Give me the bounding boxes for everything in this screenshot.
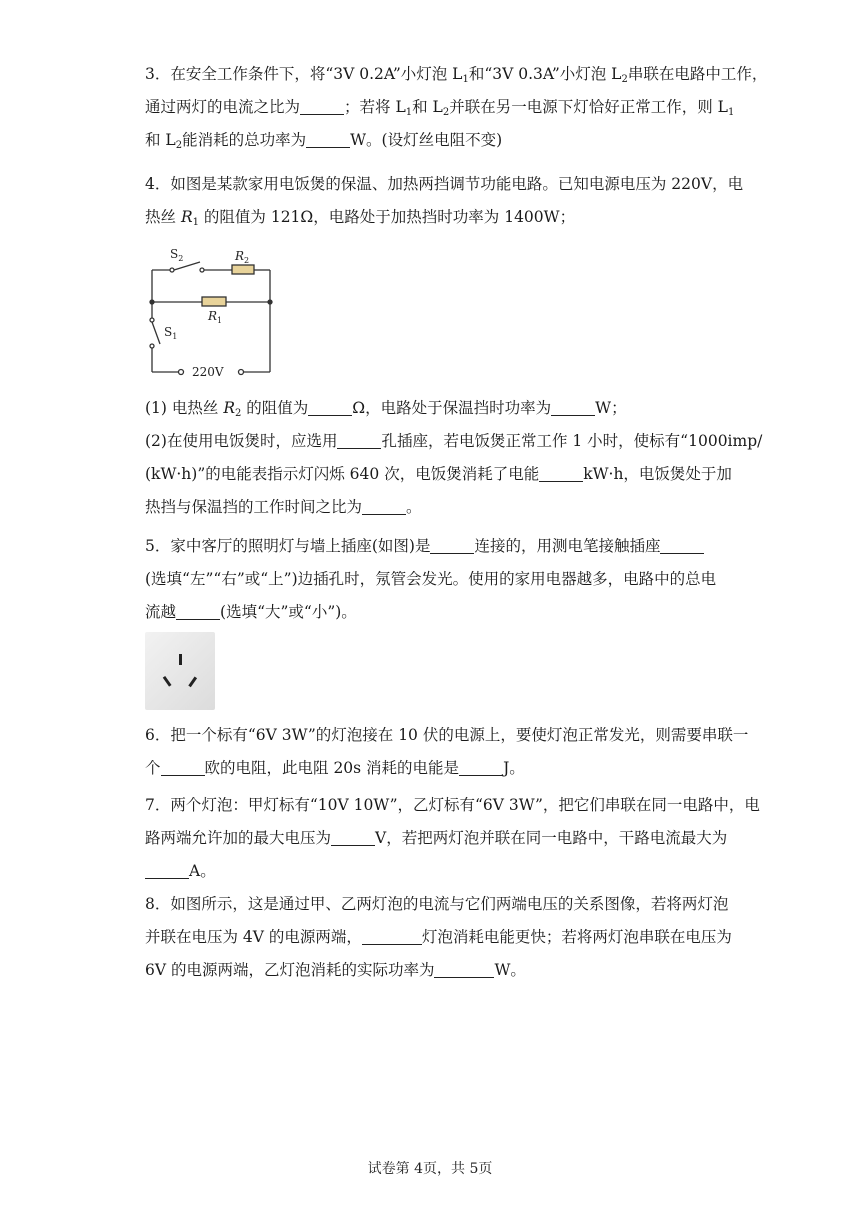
answer-blank[interactable] <box>660 535 704 554</box>
question-8: 8．如图所示，这是通过甲、乙两灯泡的电流与它们两端电压的关系图像，若将两灯泡 并联在电压为 4V 的电源两端， 灯泡消耗电能更快；若将两灯泡串联在电压为 6V 的电源两端，乙灯泡消耗的实际功率为 W。 <box>145 895 732 979</box>
answer-blank[interactable] <box>176 601 220 620</box>
label-voltage: 220V <box>192 365 224 379</box>
q3-text: 3．在安全工作条件下，将“3V 0.2A”小灯泡 L <box>145 65 463 83</box>
answer-blank[interactable] <box>459 757 503 776</box>
answer-blank[interactable] <box>161 757 205 776</box>
question-7: 7．两个灯泡：甲灯标有“10V 10W”，乙灯标有“6V 3W”，把它们串联在同一电路中，电 路两端允许加的最大电压为 V，若把两灯泡并联在同一电路中，干路电流最大为 A。 <box>145 796 760 880</box>
question-5: 5．家中客厅的照明灯与墙上插座(如图)是 连接的，用测电笔接触插座 (选填“左”“右”或“上”)边插孔时，氖管会发光。使用的家用电器越多，电路中的总电 流越 (选填“大”或“小”)。 <box>145 537 717 621</box>
question-6: 6．把一个标有“6V 3W”的灯泡接在 10 伏的电源上，要使灯泡正常发光，则需要串联一 个 欧的电阻，此电阻 20s 消耗的电能是 J。 <box>145 726 749 777</box>
circuit-diagram <box>140 240 280 382</box>
answer-blank[interactable] <box>551 397 595 416</box>
answer-blank[interactable] <box>430 535 474 554</box>
answer-blank[interactable] <box>434 959 494 978</box>
answer-blank[interactable] <box>331 827 375 846</box>
question-4-parts: (1) 电热丝 $R_2$ 的阻值为 Ω，电路处于保温挡时功率为 W； (2)在使用电饭煲时，应选用 孔插座，若电饭煲正常工作 1 小时，使标有“1000imp/ (kW·h)”的电能表指示灯闪烁 640 次，电饭煲消耗了电能 kW·h，电饭煲处于加 热挡与保温挡的工作时间之比为 。 <box>145 399 763 516</box>
answer-blank[interactable] <box>308 397 352 416</box>
page-footer: 试卷第 4页，共 5页 <box>367 1161 493 1177</box>
question-4: 4．如图是某款家用电饭煲的保温、加热两挡调节功能电路。已知电源电压为 220V，电 热丝 $R_1$ 的阻值为 121Ω，电路处于加热挡时功率为 1400W； <box>145 175 744 228</box>
socket-holes-icon <box>145 632 215 710</box>
label-r2: $R_2$ <box>235 249 250 265</box>
resistor-r1 <box>202 297 226 306</box>
wall-socket-image <box>145 632 215 710</box>
resistor-r2 <box>232 265 254 274</box>
answer-blank[interactable] <box>362 926 422 945</box>
label-r1: $R_1$ <box>208 309 223 325</box>
answer-blank[interactable] <box>362 496 406 515</box>
label-s1: $S_1$ <box>164 325 178 341</box>
answer-blank[interactable] <box>337 430 381 449</box>
answer-blank[interactable] <box>539 463 583 482</box>
answer-blank[interactable] <box>300 96 344 115</box>
switch-s2 <box>174 262 200 270</box>
answer-blank[interactable] <box>145 860 189 879</box>
question-3: 3．在安全工作条件下，将“3V 0.2A”小灯泡 $L_1$和“3V 0.3A”小灯泡 $L_2$串联在电路中工作， 通过两灯的电流之比为 ；若将 $L_1$和 $L_2$并联在另一电源下灯恰好正常工作，则 $L_1$ 和 $L_2$能消耗的总功率为 W。(设灯丝电阻不变) <box>145 65 768 151</box>
answer-blank[interactable] <box>306 129 350 148</box>
label-s2: $S_2$ <box>170 247 184 263</box>
switch-s1 <box>152 322 160 344</box>
